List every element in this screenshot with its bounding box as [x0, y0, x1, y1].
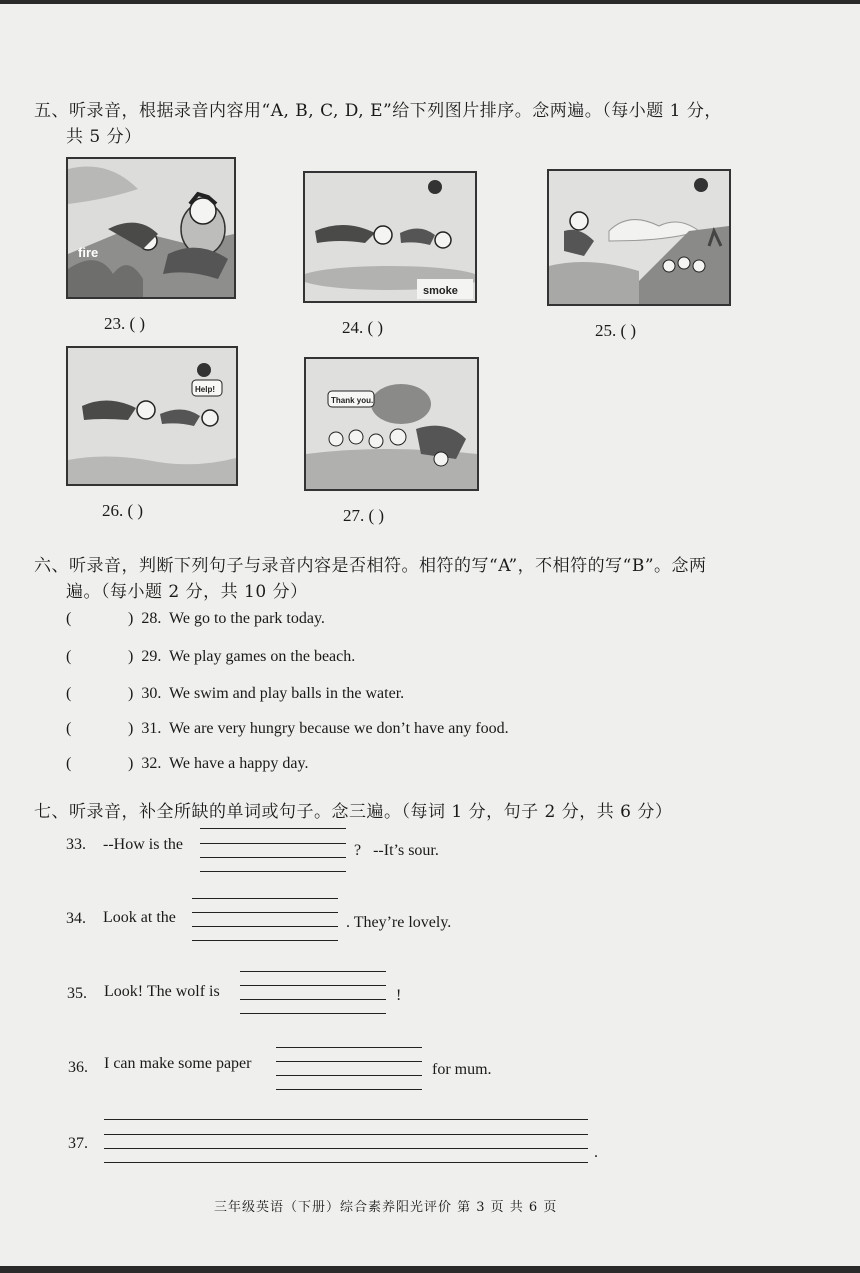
picture-23-text: fire — [78, 245, 99, 260]
section7-title: 七、听录音，补全所缺的单词或句子。念三遍。（每词 1 分，句子 2 分，共 6 分） — [34, 802, 673, 822]
judge-row-31: ( ) 31. We are very hungry because we don’t have any food. — [66, 720, 509, 737]
fill-num-35: 35. — [67, 985, 87, 1002]
judge-num-29: 29. — [141, 648, 162, 665]
answer-line-34a — [192, 898, 338, 899]
picture-25 — [547, 169, 731, 306]
fill-after-36: for mum. — [432, 1061, 492, 1078]
picture-24 — [303, 171, 477, 303]
page-footer: 三年级英语（下册）综合素养阳光评价 第 3 页 共 6 页 — [214, 1200, 558, 1215]
answer-line-33d — [200, 871, 346, 872]
picture-27-text: Thank you. — [331, 396, 374, 405]
answer-line-33a — [200, 828, 346, 829]
judge-num-31: 31. — [141, 720, 162, 737]
judge-num-30: 30. — [141, 685, 162, 702]
answer-line-36b — [276, 1061, 422, 1062]
answer-line-37c — [104, 1148, 588, 1149]
fill-after-37: . — [594, 1144, 598, 1161]
answer-line-34c — [192, 926, 338, 927]
answer-line-37d — [104, 1162, 588, 1163]
answer-line-34d — [192, 940, 338, 941]
answer-line-35d — [240, 1013, 386, 1014]
answer-line-35a — [240, 971, 386, 972]
fill-after-33: ? --It’s sour. — [354, 842, 439, 859]
section6-title-line2: 遍。（每小题 2 分，共 10 分） — [66, 582, 308, 602]
answer-line-33c — [200, 857, 346, 858]
item-25-label: 25. ( ) — [595, 321, 637, 340]
picture-26-text: Help! — [195, 385, 215, 394]
judge-row-32: ( ) 32. We have a happy day. — [66, 755, 309, 772]
fill-num-36: 36. — [68, 1059, 88, 1076]
fill-num-37: 37. — [68, 1135, 88, 1152]
answer-line-37a — [104, 1119, 588, 1120]
fill-before-35: Look! The wolf is — [104, 983, 220, 1000]
section5-title-line1: 五、听录音，根据录音内容用“A, B, C, D, E”给下列图片排序。念两遍。（每小题 1 分， — [34, 101, 722, 121]
judge-text-32: We have a happy day. — [169, 755, 309, 772]
judge-row-29: ( ) 29. We play games on the beach. — [66, 648, 356, 665]
answer-line-36d — [276, 1089, 422, 1090]
answer-line-37b — [104, 1134, 588, 1135]
fill-before-34: Look at the — [103, 909, 176, 926]
fill-after-34: . They’re lovely. — [346, 914, 452, 931]
answer-line-33b — [200, 843, 346, 844]
judge-text-28: We go to the park today. — [169, 610, 325, 627]
picture-23 — [66, 157, 236, 299]
item-27-label: 27. ( ) — [343, 506, 385, 525]
judge-text-30: We swim and play balls in the water. — [169, 685, 405, 702]
judge-text-29: We play games on the beach. — [169, 648, 356, 665]
answer-line-35c — [240, 999, 386, 1000]
fill-num-33: 33. — [66, 836, 86, 853]
answer-line-35b — [240, 985, 386, 986]
judge-text-31: We are very hungry because we don’t have any food. — [169, 720, 509, 737]
fill-after-35: ! — [396, 987, 402, 1004]
judge-num-28: 28. — [141, 610, 162, 627]
picture-27 — [304, 357, 479, 491]
picture-24-text: smoke — [423, 285, 458, 297]
answer-line-34b — [192, 912, 338, 913]
judge-num-32: 32. — [141, 755, 162, 772]
section5-title-line2: 共 5 分） — [66, 127, 142, 147]
section6-title-line1: 六、听录音，判断下列句子与录音内容是否相符。相符的写“A”，不相符的写“B”。念两 — [34, 556, 707, 576]
judge-row-30: ( ) 30. We swim and play balls in the water. — [66, 685, 405, 702]
judge-row-28: ( ) 28. We go to the park today. — [66, 610, 325, 627]
fill-before-33: --How is the — [103, 836, 183, 853]
fill-num-34: 34. — [66, 910, 86, 927]
answer-line-36c — [276, 1075, 422, 1076]
item-24-label: 24. ( ) — [342, 318, 384, 337]
item-26-label: 26. ( ) — [102, 501, 144, 520]
fill-before-36: I can make some paper — [104, 1055, 252, 1072]
answer-line-36a — [276, 1047, 422, 1048]
item-23-label: 23. ( ) — [104, 314, 146, 333]
picture-26 — [66, 346, 238, 486]
